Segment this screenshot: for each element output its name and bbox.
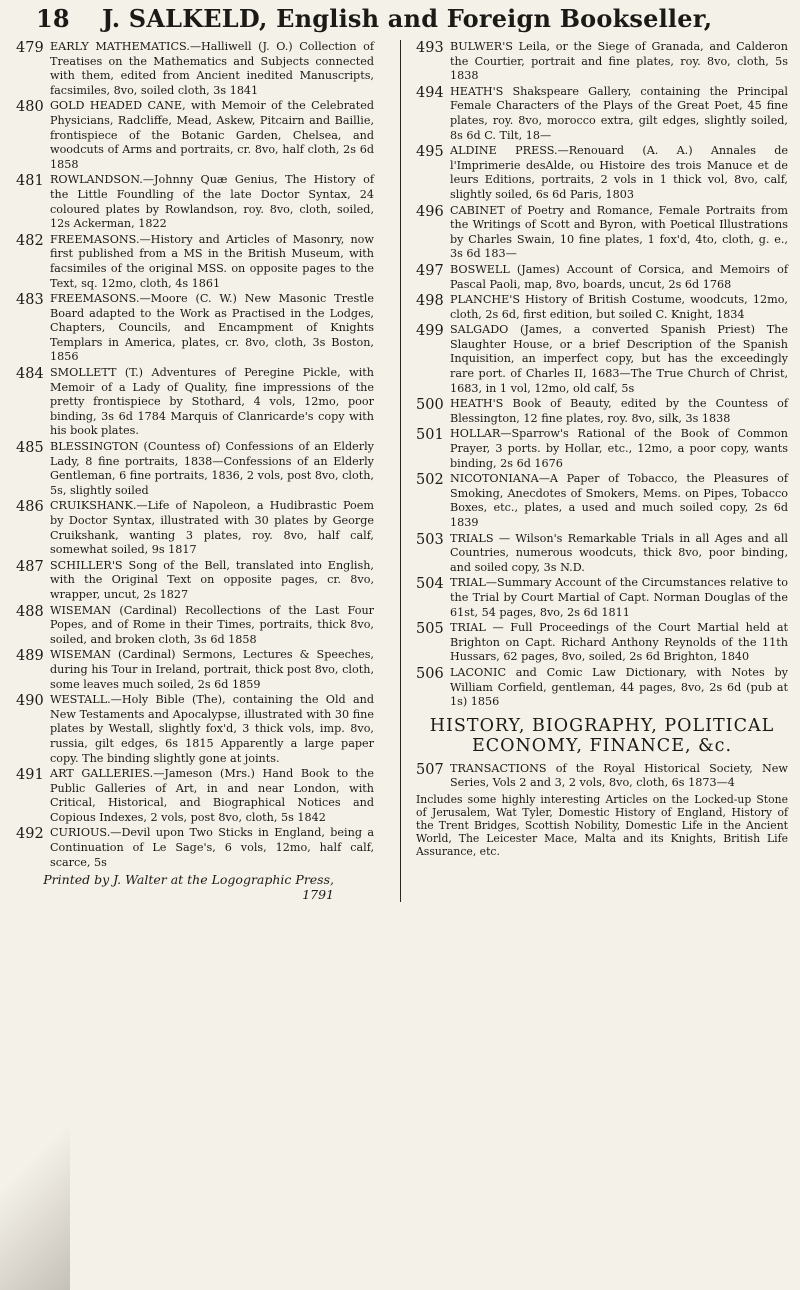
entry-number: 484 <box>16 366 44 383</box>
catalogue-entry <box>416 666 788 710</box>
entry-number: 482 <box>16 232 44 249</box>
entry-text: BOSWELL (James) Account of Corsica, and Memoirs of Pascal Paoli, map, 8vo, boards, uncut, 2s 6d 1768 <box>450 262 788 291</box>
catalogue-entry <box>16 767 374 825</box>
entry-text: CABINET of Poetry and Romance, Female Portraits from the Writings of Scott and Byron, with Poetical Illustrations by Charles Swain, 10 fine plates, 1 fox'd, 4to, cloth, g. e., 3s 6d 183— <box>450 203 788 261</box>
catalogue-entry <box>416 85 788 143</box>
entry-text: WISEMAN (Cardinal) Recollections of the Last Four Popes, and of Rome in their Times, portraits, thick 8vo, soiled, and broken cloth, 3s 6d 1858 <box>50 603 374 646</box>
catalogue-entry <box>16 499 374 557</box>
entry-number: 498 <box>416 293 444 310</box>
entry-number: 479 <box>16 40 44 56</box>
entry-text: HOLLAR—Sparrow's Rational of the Book of Common Prayer, 3 ports. by Hollar, etc., 12mo, a poor copy, wants binding, 2s 6d 1676 <box>450 427 788 470</box>
entry-text: BLESSINGTON (Countess of) Confessions of an Elderly Lady, 8 fine portraits, 1838—Confessions of an Elderly Gentleman, 6 fine portraits, 1836, 2 vols, post 8vo, cloth, 5s, slightly soiled <box>50 440 374 497</box>
entry-number: 500 <box>416 397 444 414</box>
catalogue-entry <box>416 532 788 576</box>
catalogue-entry <box>416 40 788 84</box>
entry-number: 488 <box>16 603 44 620</box>
entry-text: CURIOUS.—Devil upon Two Sticks in England, being a Continuation of Le Sage's, 6 vols, 12mo, half calf, scarce, 5s <box>50 826 374 869</box>
entry-text: HEATH'S Shakspeare Gallery, containing the Principal Female Characters of the Plays of the Great Poet, 45 fine plates, roy. 8vo, morocco extra, gilt edges, slightly soiled, 8s 6d C. Tilt, 18— <box>450 84 788 142</box>
right-column <box>416 40 788 858</box>
page-title: J. SALKELD, English and Foreign Bookseller, <box>102 4 713 33</box>
entry-number: 485 <box>16 440 44 457</box>
catalogue-entry <box>416 204 788 262</box>
entry-number: 492 <box>16 826 44 843</box>
catalogue-entry <box>16 99 374 172</box>
entry-number: 501 <box>416 427 444 444</box>
catalogue-entry <box>416 621 788 665</box>
entry-text: TRIALS — Wilson's Remarkable Trials in all Ages and all Countries, numerous woodcuts, thick 8vo, poor binding, and soiled copy, 3s N.D. <box>450 531 788 574</box>
catalogue-entry <box>416 323 788 396</box>
left-column <box>16 40 374 902</box>
catalogue-entry <box>16 559 374 603</box>
entry-text: BULWER'S Leila, or the Siege of Granada, and Calderon the Courtier, portrait and fine plates, roy. 8vo, cloth, 5s 1838 <box>450 40 788 83</box>
entry-text: ART GALLERIES.—Jameson (Mrs.) Hand Book to the Public Galleries of Art, in and near London, with Critical, Historical, and Biographical Notices and Copious Indexes, 2 vols, post 8vo, cloth, 5s 1842 <box>50 767 374 824</box>
section-heading: HISTORY, BIOGRAPHY, POLITICAL ECONOMY, FINANCE, &c. <box>429 715 775 756</box>
entry-number: 499 <box>416 323 444 340</box>
entry-number: 507 <box>416 761 444 778</box>
entry-text: FREEMASONS.—History and Articles of Masonry, now first published from a MS in the British Museum, with facsimiles of the original MSS. on opposite pages to the Text, sq. 12mo, cloth, 4s 1861 <box>50 232 374 290</box>
entry-number: 480 <box>16 99 44 116</box>
entry-text: TRIAL — Full Proceedings of the Court Martial held at Brighton on Capt. Richard Anthony Reynolds of the 11th Hussars, 62 pages, 8vo, soiled, 2s 6d Brighton, 1840 <box>450 621 788 664</box>
entry-number: 506 <box>416 665 444 682</box>
entry-text: EARLY MATHEMATICS.—Halliwell (J. O.) Collection of Treatises on the Mathematics and Subjects connected with them, edited from Ancient inedited Manuscripts, facsimiles, 8vo, soiled cloth, 3s 1841 <box>50 40 374 97</box>
entry-text: SMOLLETT (T.) Adventures of Peregine Pickle, with Memoir of a Lady of Quality, fine impressions of the pretty frontispiece by Stothard, 4 vols, 12mo, poor binding, 3s 6d 1784 Marquis of Clanricarde's copy with his book plates. <box>50 366 374 438</box>
catalogue-entry <box>16 440 374 498</box>
entry-number: 496 <box>416 203 444 220</box>
catalogue-entry <box>16 648 374 692</box>
catalogue-entry <box>16 366 374 439</box>
catalogue-entry <box>416 762 788 791</box>
page-number: 18 <box>36 4 70 33</box>
catalogue-entry <box>416 427 788 471</box>
catalogue-entry <box>416 263 788 292</box>
entry-number: 490 <box>16 693 44 710</box>
entry-number: 489 <box>16 648 44 665</box>
entry-number: 481 <box>16 173 44 190</box>
entry-text: ROWLANDSON.—Johnny Quæ Genius, The History of the Little Foundling of the late Doctor Syntax, 24 coloured plates by Rowlandson, roy. 8vo, cloth, soiled, 12s Ackerman, 1822 <box>50 173 374 231</box>
catalogue-entry <box>416 576 788 620</box>
entry-text: LACONIC and Comic Law Dictionary, with Notes by William Corfield, gentleman, 44 pages, 8vo, 2s 6d (pub at 1s) 1856 <box>450 665 788 709</box>
entry-number: 497 <box>416 262 444 279</box>
entry-text: SALGADO (James, a converted Spanish Priest) The Slaughter House, or a brief Description of the Spanish Inquisition, an imperfect copy, but has the exceedingly rare port. of Charles II, 1683—The True Church of Christ, 1683, in 1 vol, 12mo, old calf, 5s <box>450 323 788 395</box>
catalogue-entry <box>16 40 374 98</box>
entry-number: 483 <box>16 292 44 309</box>
entry-note: Includes some highly interesting Articles on the Locked-up Stone of Jerusalem, Wat Tyler, Domestic History of England, History of the Trent Bridges, Scottish Nobility, Domestic Life in the Ancient World, The Leicester Mace, Malta and its Knights, British Life Assurance, etc. <box>416 792 788 858</box>
entry-text: GOLD HEADED CANE, with Memoir of the Celebrated Physicians, Radcliffe, Mead, Askew, Pitcairn and Baillie, frontispiece of the Botanic Garden, Chelsea, and woodcuts of Arms and portraits, cr. 8vo, half cloth, 2s 6d 1858 <box>50 99 374 171</box>
entry-text: TRANSACTIONS of the Royal Historical Society, New Series, Vols 2 and 3, 2 vols, 8vo, cloth, 6s 1873—4 <box>450 761 788 790</box>
entry-number: 495 <box>416 144 444 161</box>
page-header <box>14 4 794 36</box>
catalogue-entry <box>16 826 374 870</box>
entry-number: 505 <box>416 621 444 638</box>
entry-text: NICOTONIANA—A Paper of Tobacco, the Pleasures of Smoking, Anecdotes of Smokers, Mems. on Pipes, Tobacco Boxes, etc., plates, a used and much soiled copy, 2s 6d 1839 <box>450 472 788 529</box>
catalogue-entry <box>16 693 374 766</box>
page-edge-shadow <box>0 1080 70 1290</box>
entry-number: 486 <box>16 499 44 516</box>
entry-text: FREEMASONS.—Moore (C. W.) New Masonic Trestle Board adapted to the Work as Practised in the Lodges, Chapters, Councils, and Encampment of Knights Templars in America, plates, cr. 8vo, cloth, 3s Boston, 1856 <box>50 292 374 364</box>
column-divider <box>400 40 401 902</box>
entry-text: WISEMAN (Cardinal) Sermons, Lectures & Speeches, during his Tour in Ireland, portrait, thick post 8vo, cloth, some leaves much soiled, 2s 6d 1859 <box>50 648 374 691</box>
catalogue-entry <box>416 144 788 202</box>
entry-number: 502 <box>416 472 444 489</box>
catalogue-entry <box>416 293 788 322</box>
catalogue-entry <box>16 233 374 291</box>
entry-text: SCHILLER'S Song of the Bell, translated into English, with the Original Text on opposite pages, cr. 8vo, wrapper, uncut, 2s 1827 <box>50 558 374 601</box>
entry-number: 493 <box>416 40 444 56</box>
entry-text: HEATH'S Book of Beauty, edited by the Countess of Blessington, 12 fine plates, roy. 8vo, silk, 3s 1838 <box>450 397 788 425</box>
entry-number: 503 <box>416 531 444 548</box>
entry-text: ALDINE PRESS.—Renouard (A. A.) Annales de l'Imprimerie desAlde, ou Histoire des trois Manuce et de leurs Editions, portraits, 2 vols in 1 thick vol, 8vo, calf, slightly soiled, 6s 6d Paris, 1803 <box>450 144 788 201</box>
entry-text: WESTALL.—Holy Bible (The), containing the Old and New Testaments and Apocalypse, illustrated with 30 fine plates by Westall, slightly fox'd, 3 thick vols, imp. 8vo, russia, gilt edges, 6s 1815 Apparently a large paper copy. The binding slightly gone at joints. <box>50 693 374 765</box>
catalogue-entry <box>16 604 374 648</box>
catalogue-entry <box>16 173 374 231</box>
imprint-line: Printed by J. Walter at the Logographic Press, 1791 <box>43 872 334 903</box>
catalogue-entry <box>16 292 374 365</box>
entry-text: CRUIKSHANK.—Life of Napoleon, a Hudibrastic Poem by Doctor Syntax, illustrated with 30 plates by George Cruikshank, wanting 3 plates, roy. 8vo, half calf, somewhat soiled, 9s 1817 <box>50 499 374 557</box>
entry-text: TRIAL—Summary Account of the Circumstances relative to the Trial by Court Martial of Capt. Norman Douglas of the 61st, 54 pages, 8vo, 2s 6d 1811 <box>450 576 788 619</box>
entry-number: 504 <box>416 576 444 593</box>
entry-text: PLANCHE'S History of British Costume, woodcuts, 12mo, cloth, 2s 6d, first edition, but soiled C. Knight, 1834 <box>450 293 788 321</box>
catalogue-entry <box>416 472 788 530</box>
entry-number: 487 <box>16 558 44 575</box>
entry-number: 494 <box>416 84 444 101</box>
catalogue-entry <box>416 397 788 426</box>
entry-number: 491 <box>16 767 44 784</box>
